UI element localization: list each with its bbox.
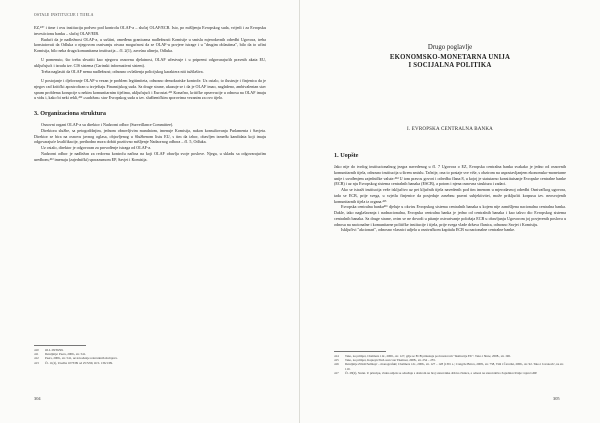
footnote-rule	[34, 345, 86, 346]
section-paragraph-2: Direktora službe, sa petogodišnjim, jednom obnovljivim mandatom, imenuje Komisija, nakon konsultovanja Parlamenta i Savjeta. Direktor se bira na osnovu javnog oglasa, objavljenog u Službenom listu EU, s tim da izbor, obavljen između kandidata koji imaju odgovarajuće kvalifikacije, prethodno mora dobiti pozitivno mišljenje Nadzornog odbora – čl. 5, Odluka.	[34, 127, 266, 145]
section-heading-organizaciona: 3. Organizaciona struktura	[34, 110, 107, 117]
right-paragraph-3: Evropska centralna banka⁴¹⁶ djeluje u okviru Evropskog sistema centralnih banaka u kojem nije zamišljena nacionalna centralna banka. Dakle, iako naglašavanja i nadnacionalna, Evropska centralna banka je jedno od centralnih banaka i kao takvo dio Evropskog sistema centralnih banaka. Sa druge strane, ovim se ne dovodi u pitanje ostvarivanje položaja ECB u obavljanju Ugovorom joj povjerenih poslova u odnosu na nacionalne i komunitarne političke institucije i tijela, prije svega vlade država članica, odnosno Savjet i Komisiju.	[334, 204, 566, 227]
left-paragraph-4: Treba naglasiti da OLAF nema nadležnost; odnosno ovlaštenja policijskog karaktera niti tužilaštva.	[41, 68, 204, 74]
footnote: 410 Ol.L 28/36/99.	[34, 348, 64, 352]
left-footnotes	[34, 348, 266, 365]
footnote: 411 Detaljnije: Peers, 2006., str. 541.	[34, 352, 87, 357]
footnote: 413 Čl. 11(2), Uredba 1073/99 od 25/5/99, OJ L 136/1/99.	[34, 360, 113, 365]
section-paragraph-1: Osnovni organi OLAF-a su direktor i Nadzorni odbor (Surveillance Committee).	[41, 122, 174, 127]
chapter-title	[334, 54, 566, 70]
left-paragraph-5: U postojanje i djelovanje OLAF-a vezan je problem legitimiteta, odnosno demokratske kontrole. Uz ostalo, to ilustruje i činjenica da je njegov rad kritički apostrofiran u izvještaju Finansijskog suda. Sa druge strane, ukazuje se i da je OLAF imao, naglašeno, ambivalentan stav spram problema korupcije u nekim komunitarnim tijelima, uključujući i Eurostat.⁴¹¹ Konačno, kritičke opservacije u odnosu na OLAF imaju u vidu i, kako bi neki rekli,⁴¹² »sudržan« stav Evropskog suda u tzv. službeničkim sporovima vezanim za ovo tijelo.	[34, 78, 266, 101]
chapter-kicker: Drugo poglavlje	[427, 44, 473, 51]
section-heading-uopste: 1. Uopšte	[334, 152, 359, 159]
footnote: 414 Tako, na primjer, Chalmers i dr., 2006., str. 127, gdje se ECB prikazuje pod naslovom "Institucije EU". Tako i Shaw, 2008., str. 196.	[334, 354, 511, 358]
running-head: OSTALE INSTITUCIJE I TIJELA	[34, 13, 94, 17]
part-title: I. EVROPSKA CENTRALNA BANKA	[407, 127, 493, 132]
right-paragraph-4: Isključivi "akcionari", odnosno vlasnici udjela u osnivačkom kapitalu ECB su nacionalne centralne banke.	[341, 227, 516, 233]
right-paragraph-1: Jako nije do tvrdog institucionalnog jezgra navedenog u čl. 7 Ugovora o EZ, Evropska centralna banka svakako je jedno od osnovnih komunitarnih tijela, odnosno institucija u širem smislu. Tačnije, ona to postaje sve više, s obzirom na uspostavljanjem ekonomsko-monetarne unije i uvođenjem zajedničke valute.⁴¹⁴ U tom pravcu govori i odredba člana 8, u kojoj je statutarno konstituisanje Evropske centralne banke (ECB) i uz nju Evropskog sistema centralnih banaka (ESCB), a potom i njena osnovna struktura i zadaci.	[334, 164, 566, 187]
right-paragraph-2: Ako se istraži institucija veže isključivo uz pet ključnih tijela navedenih pod tim imenom u mjerodavnoj odredbi Osnivačkog ugovora, tada se ECB, prije svega, u svjetlu činjenice da posjeduje zasebnu pravni subjektivitet, može prikljućiti korpusu tzv. neosvojenih komunitarnih tijela iz organa.⁴¹⁵	[334, 187, 566, 204]
left-body-text	[34, 25, 266, 162]
chapter-title-line-1: EKONOMSKO-MONETARNA UNIJA	[389, 54, 511, 61]
footnote-rule	[334, 351, 386, 352]
left-paragraph-2: Budući da je nadležnost OLAF-a, u suštini, omeđena granicama nadležnosti Komisije u smislu mjerodavnih odredbi Ugovora, treba konstatovati da Odluka o njegovom osnivanju otvara mogućnost da se OLAF-u povjere istrage i u "drugim oblastima", bilo da to učini Komisija, bilo neka druga komunitarna institucija – čl. 2(1), zavrśna alineja, Odluka.	[34, 36, 266, 53]
footnote: 417 Čl. 28(2), Statut. U principu, visina udjela se određuje s obzirom na broj stanovnika država članica, a odnosi na stanovnišvo Zajednice/Unije i njen GDP.	[334, 370, 538, 375]
page-number-left: 304	[34, 396, 41, 401]
page-number-right: 305	[553, 396, 560, 401]
right-footnotes	[334, 354, 566, 375]
left-paragraph-3: U pomenuto, što treba shvatiti kao njegovu osnovnu djelatnost, OLAF učestvuje i u pripremi odgovarajućih pravnih akata EU, uključujući i izradu tzv. CIS sistema (Carinski informativni sistem).	[34, 57, 266, 68]
right-body-text	[334, 152, 566, 233]
chapter-title-line-2: I SOCIJALNA POLITIKA	[408, 62, 492, 69]
footnote: 412 Peers, 2006., str. 541, uz navođenje relevantnih slučajeva.	[34, 356, 118, 361]
footnote: 415 Tako, na primjer, Kapteyn/VerLoren van Themaat, 2008., str. 254 – 255.	[334, 358, 436, 363]
section-paragraph-3: Uz ostalo, direktor je odgovoran za provođenje istraga od OLAF-a.	[41, 145, 152, 150]
section-paragraph-4: Nadzorni odbor je nadležan za redovnu kontrolu načina na koji OLAF obavlja svoje poslove. Njega, u skladu sa odgovarajućim uredbom,⁴¹³ imenuju (zajednički) sporazumom EP, Savjet i Komisija.	[34, 150, 266, 162]
footnote: 416 Detaljnije Zilioli/Selmayr – monografski; Chalmers i dr., 2006., str. 127 – 128 (139 i s.; Craig/de Búrca, 2008., str. 758, Vidi i Čavoški, 2006., str. 92. Tako i Jovanović, na str. 110.	[334, 362, 564, 371]
left-paragraph-1: EZ,⁴¹⁰ i time i ovu instituciju podvео pod kontrolu OLAF-a – slučaj OLAF/ECB. Isto, po mišljenju Evropskog suda, vrijedi i za Evropsku investicionu banku – slučaj OLAF/EIB.	[34, 25, 266, 36]
